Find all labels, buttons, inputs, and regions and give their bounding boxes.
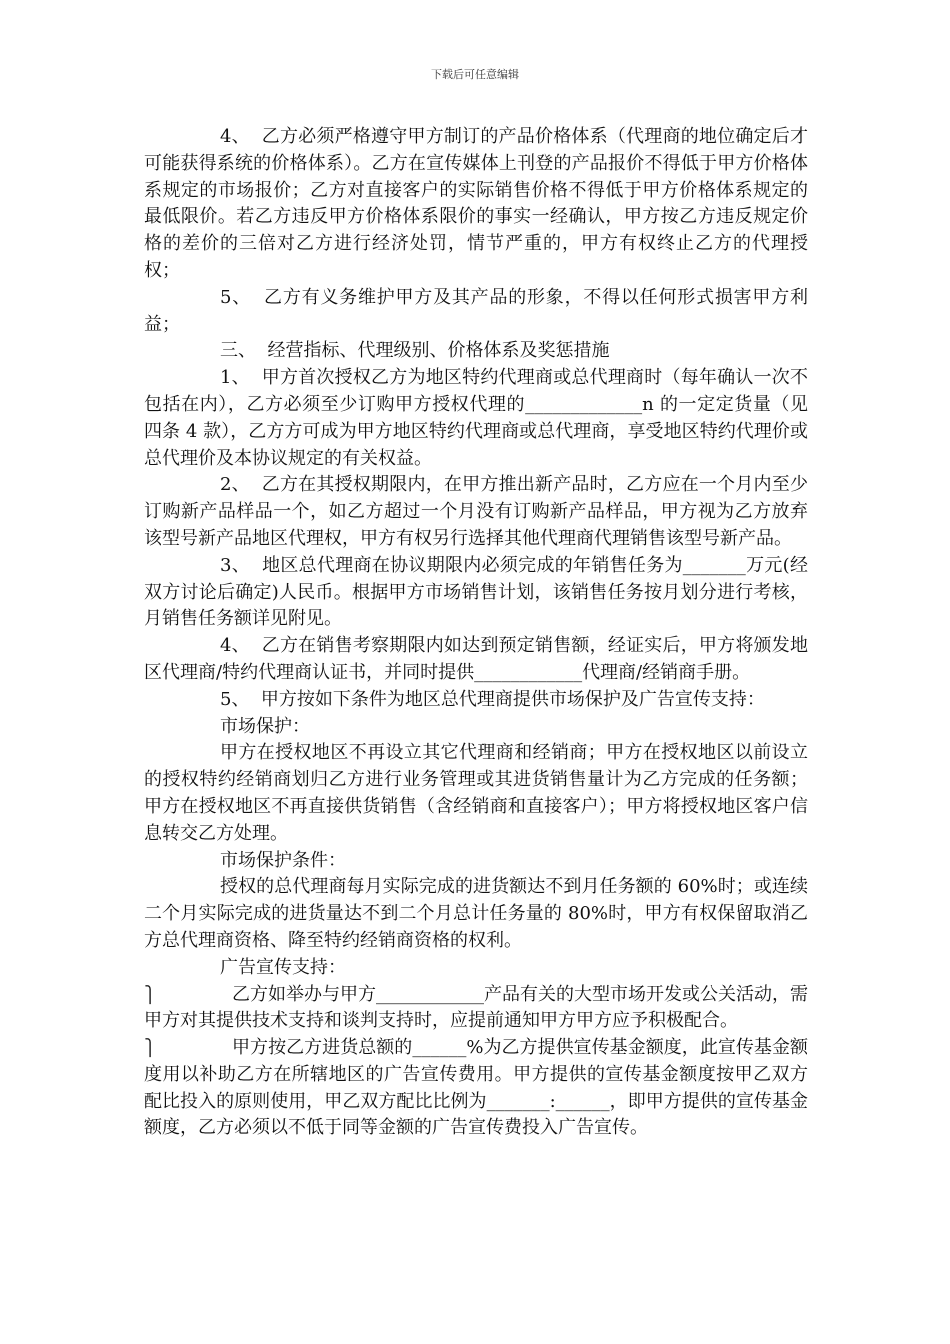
market-protection-text: 甲方在授权地区不再设立其它代理商和经销商；甲方在授权地区以前设立的授权特约经销商划归乙方进行业务管理或其进货销售量计为乙方完成的任务额；甲方在授权地区不再直接供货销售（含经销商和直接客户）；甲方将授权地区客户信息转交乙方处理。 <box>144 742 808 844</box>
protection-conditions-text: 授权的总代理商每月实际完成的进货额达不到月任务额的 60%时；或连续二个月实际完成的进货量达不到二个月总计任务量的 80%时，甲方有权保留取消乙方总代理商资格、降至特约经销商资格的权利。 <box>144 876 808 951</box>
clause-2-4: 4、 乙方必须严格遵守甲方制订的产品价格体系（代理商的地位确定后才可能获得系统的价格体系）。乙方在宣传媒体上刊登的产品报价不得低于甲方价格体系规定的市场报价；乙方对直接客户的实际销售价格不得低于甲方价格体系规定的最低限价。若乙方违反甲方价格体系限价的事实一经确认，甲方按乙方违反规定价格的差价的三倍对乙方进行经济处罚，情节严重的，甲方有权终止乙方的代理授权； <box>144 126 808 281</box>
advertising-item-1 <box>144 982 808 1036</box>
bullet-mark-icon: ⎫ <box>144 1038 156 1058</box>
clause-3-4: 4、 乙方在销售考察期限内如达到预定销售额，经证实后，甲方将颁发地区代理商/特约代理商认证书，并同时提供____________代理商/经销商手册。 <box>144 635 808 683</box>
subheading-advertising-support: 广告宣传支持： <box>220 956 346 978</box>
clause-3-5: 5、 甲方按如下条件为地区总代理商提供市场保护及广告宣传支持： <box>220 688 765 710</box>
clause-3-1: 1、 甲方首次授权乙方为地区特约代理商或总代理商时（每年确认一次不包括在内），乙方必须至少订购甲方授权代理的_____________n 的一定定货量（见四条 4 款），乙方方可成为甲方地区特约代理商或总代理商，享受地区特约代理价或总代理价及本协议规定的有关权益。 <box>144 367 808 469</box>
clause-2-5: 5、 乙方有义务维护甲方及其产品的形象，不得以任何形式损害甲方利益； <box>144 286 808 335</box>
document-body <box>144 124 808 1142</box>
section-3-heading: 三、 经营指标、代理级别、价格体系及奖惩措施 <box>220 340 610 362</box>
advertising-item-2 <box>144 1035 808 1142</box>
subheading-market-protection: 市场保护： <box>220 715 310 737</box>
subheading-protection-conditions: 市场保护条件： <box>220 849 346 871</box>
page-header: 下载后可任意编辑 <box>431 68 519 81</box>
bullet-mark-icon: ⎫ <box>144 984 156 1004</box>
clause-3-2: 2、 乙方在其授权期限内，在甲方推出新产品时，乙方应在一个月内至少订购新产品样品一个，如乙方超过一个月没有订购新产品样品，甲方视为乙方放弃该型号新产品地区代理权，甲方有权另行选择其他代理商代理销售该型号新产品。 <box>144 474 808 549</box>
advertising-item-2-text: 甲方按乙方进货总额的______%为乙方提供宣传基金额度，此宣传基金额度用以补助乙方在所辖地区的广告宣传费用。甲方提供的宣传基金额度按甲乙双方配比投入的原则使用，甲乙双方配比比例为_______:______，即甲方提供的宣传基金额度，乙方必须以不低于同等金额的广告宣传费投入广告宣传。 <box>144 1037 808 1139</box>
clause-3-3: 3、 地区总代理商在协议期限内必须完成的年销售任务为_______万元(经双方讨论后确定)人民币。根据甲方市场销售计划，该销售任务按月划分进行考核，月销售任务额详见附见。 <box>144 554 808 630</box>
advertising-item-1-text: 乙方如举办与甲方____________产品有关的大型市场开发或公关活动，需甲方对其提供技术支持和谈判支持时，应提前通知甲方甲方应予积极配合。 <box>144 983 808 1032</box>
